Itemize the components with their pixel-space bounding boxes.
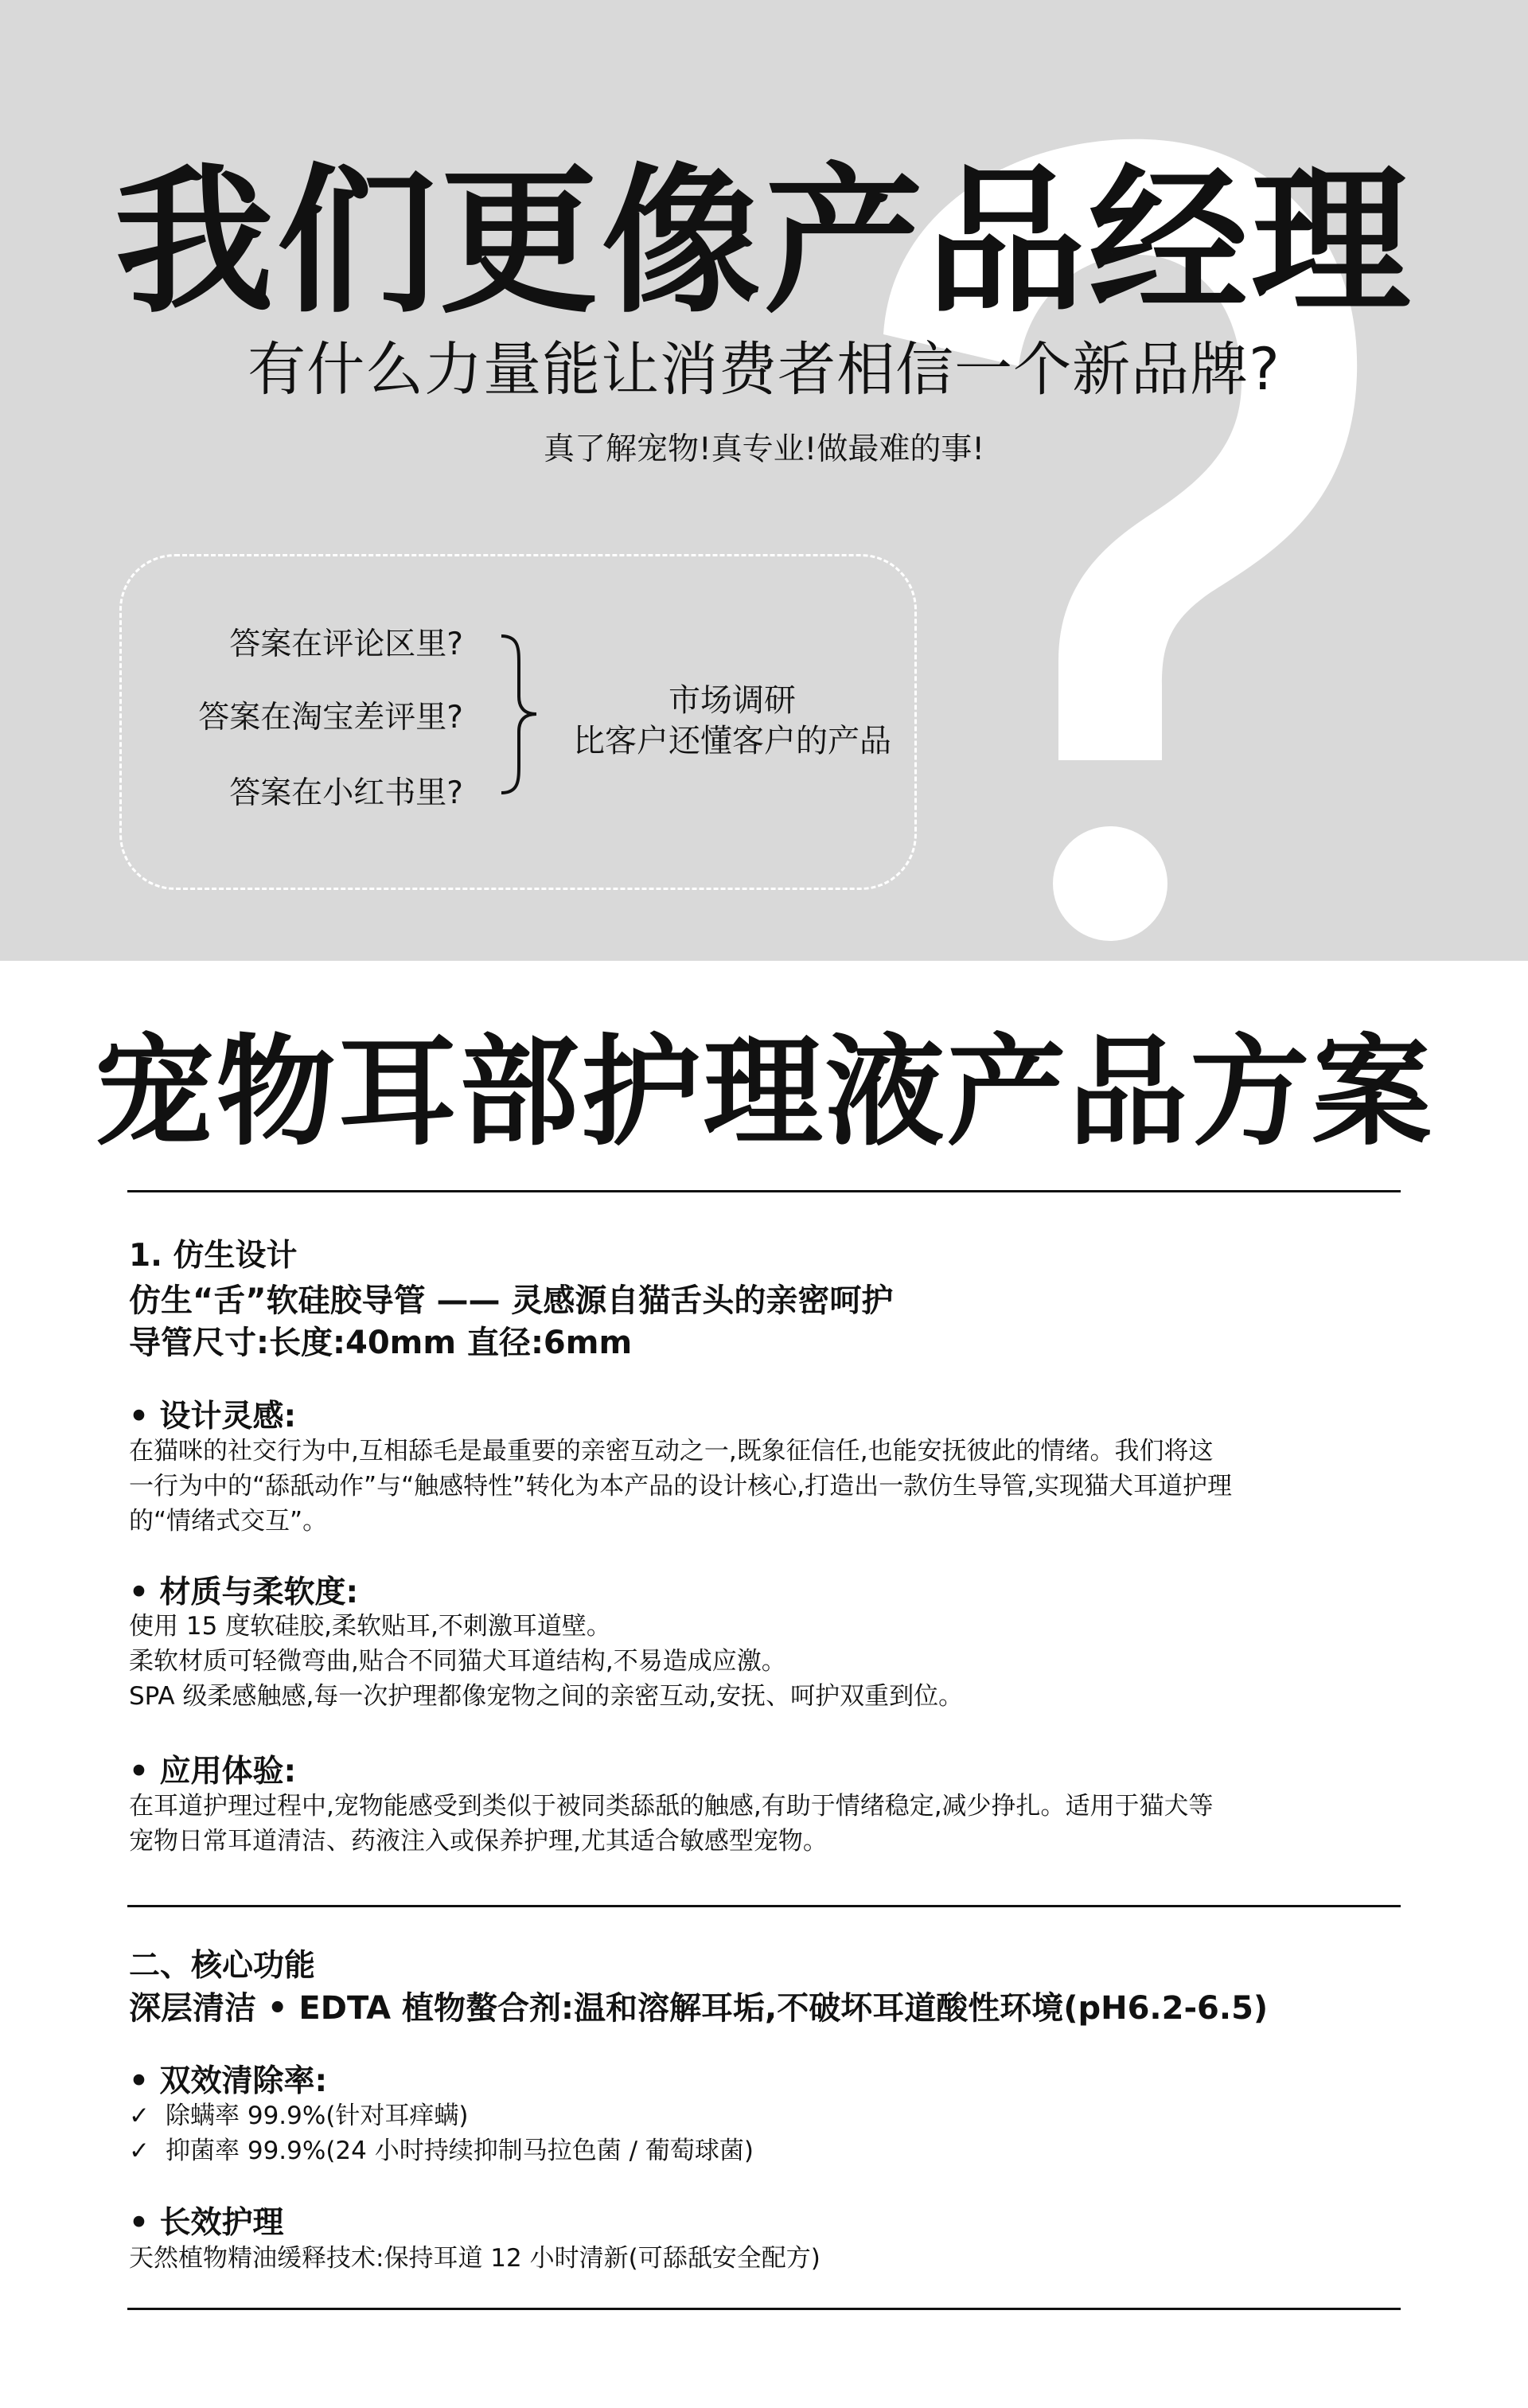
check-item-label: 除螨率 99.9%(针对耳痒螨)	[166, 2102, 469, 2130]
curly-brace-icon	[495, 633, 543, 796]
divider	[127, 1190, 1401, 1192]
answer-product: 比客户还懂客户的产品	[573, 723, 891, 759]
section1-lead: 仿生“舌”软硅胶导管 —— 灵感源自猫舌头的亲密呵护	[129, 1282, 894, 1319]
check-icon: ✓	[129, 2102, 150, 2130]
question-xiaohongshu: 答案在小红书里?	[229, 775, 463, 811]
section2-title: 二、核心功能	[129, 1948, 316, 1984]
material-line: SPA 级柔感触感,每一次护理都像宠物之间的亲密互动,安抚、呵护双重到位。	[129, 1682, 964, 1711]
section1-title: 1. 仿生设计	[129, 1238, 298, 1274]
experience-line: 宠物日常耳道清洁、药液注入或保养护理,尤其适合敏感型宠物。	[129, 1827, 828, 1856]
long-lasting-line: 天然植物精油缓释技术:保持耳道 12 小时清新(可舔舐安全配方)	[129, 2244, 821, 2273]
hero-tagline: 真了解宠物!真专业!做最难的事!	[544, 431, 984, 467]
check-item-label: 抑菌率 99.9%(24 小时持续抑制马拉色菌 / 葡萄球菌)	[166, 2137, 754, 2165]
section1-size: 导管尺寸:长度:40mm 直径:6mm	[129, 1325, 633, 1361]
hero-banner	[0, 0, 1528, 961]
question-comments: 答案在评论区里?	[229, 626, 463, 662]
inspiration-heading: • 设计灵感:	[129, 1399, 297, 1434]
question-taobao-reviews: 答案在淘宝差评里?	[198, 700, 463, 736]
material-heading: • 材质与柔软度:	[129, 1575, 359, 1610]
hero-title: 我们更像产品经理	[114, 150, 1413, 335]
section2-lead: 深层清洁 • EDTA 植物螯合剂:温和溶解耳垢,不破坏耳道酸性环境(pH6.2-6.5)	[129, 1990, 1269, 2027]
check-icon: ✓	[129, 2137, 150, 2165]
experience-heading: • 应用体验:	[129, 1754, 297, 1789]
hero-subtitle: 有什么力量能让消费者相信一个新品牌?	[248, 336, 1280, 404]
inspiration-line: 的“情绪式交互”。	[129, 1507, 328, 1536]
experience-line: 在耳道护理过程中,宠物能感受到类似于被同类舔舐的触感,有助于情绪稳定,减少挣扎。适用于猫犬等	[129, 1792, 1214, 1821]
check-item-bacteria	[129, 2139, 754, 2164]
material-line: 柔软材质可轻微弯曲,贴合不同猫犬耳道结构,不易造成应激。	[129, 1647, 786, 1676]
doc-title: 宠物耳部护理液产品方案	[94, 1024, 1434, 1162]
divider	[127, 2308, 1401, 2310]
dual-effect-heading: • 双效清除率:	[129, 2063, 328, 2099]
inspiration-line: 在猫咪的社交行为中,互相舔毛是最重要的亲密互动之一,既象征信任,也能安抚彼此的情绪。我们将这	[129, 1437, 1214, 1465]
divider	[127, 1905, 1401, 1907]
inspiration-line: 一行为中的“舔舐动作”与“触感特性”转化为本产品的设计核心,打造出一款仿生导管,实现猫犬耳道护理	[129, 1472, 1232, 1501]
material-line: 使用 15 度软硅胶,柔软贴耳,不刺激耳道壁。	[129, 1612, 611, 1641]
answer-market-research: 市场调研	[668, 682, 796, 719]
check-item-mites	[129, 2104, 469, 2129]
long-lasting-heading: • 长效护理	[129, 2205, 284, 2241]
